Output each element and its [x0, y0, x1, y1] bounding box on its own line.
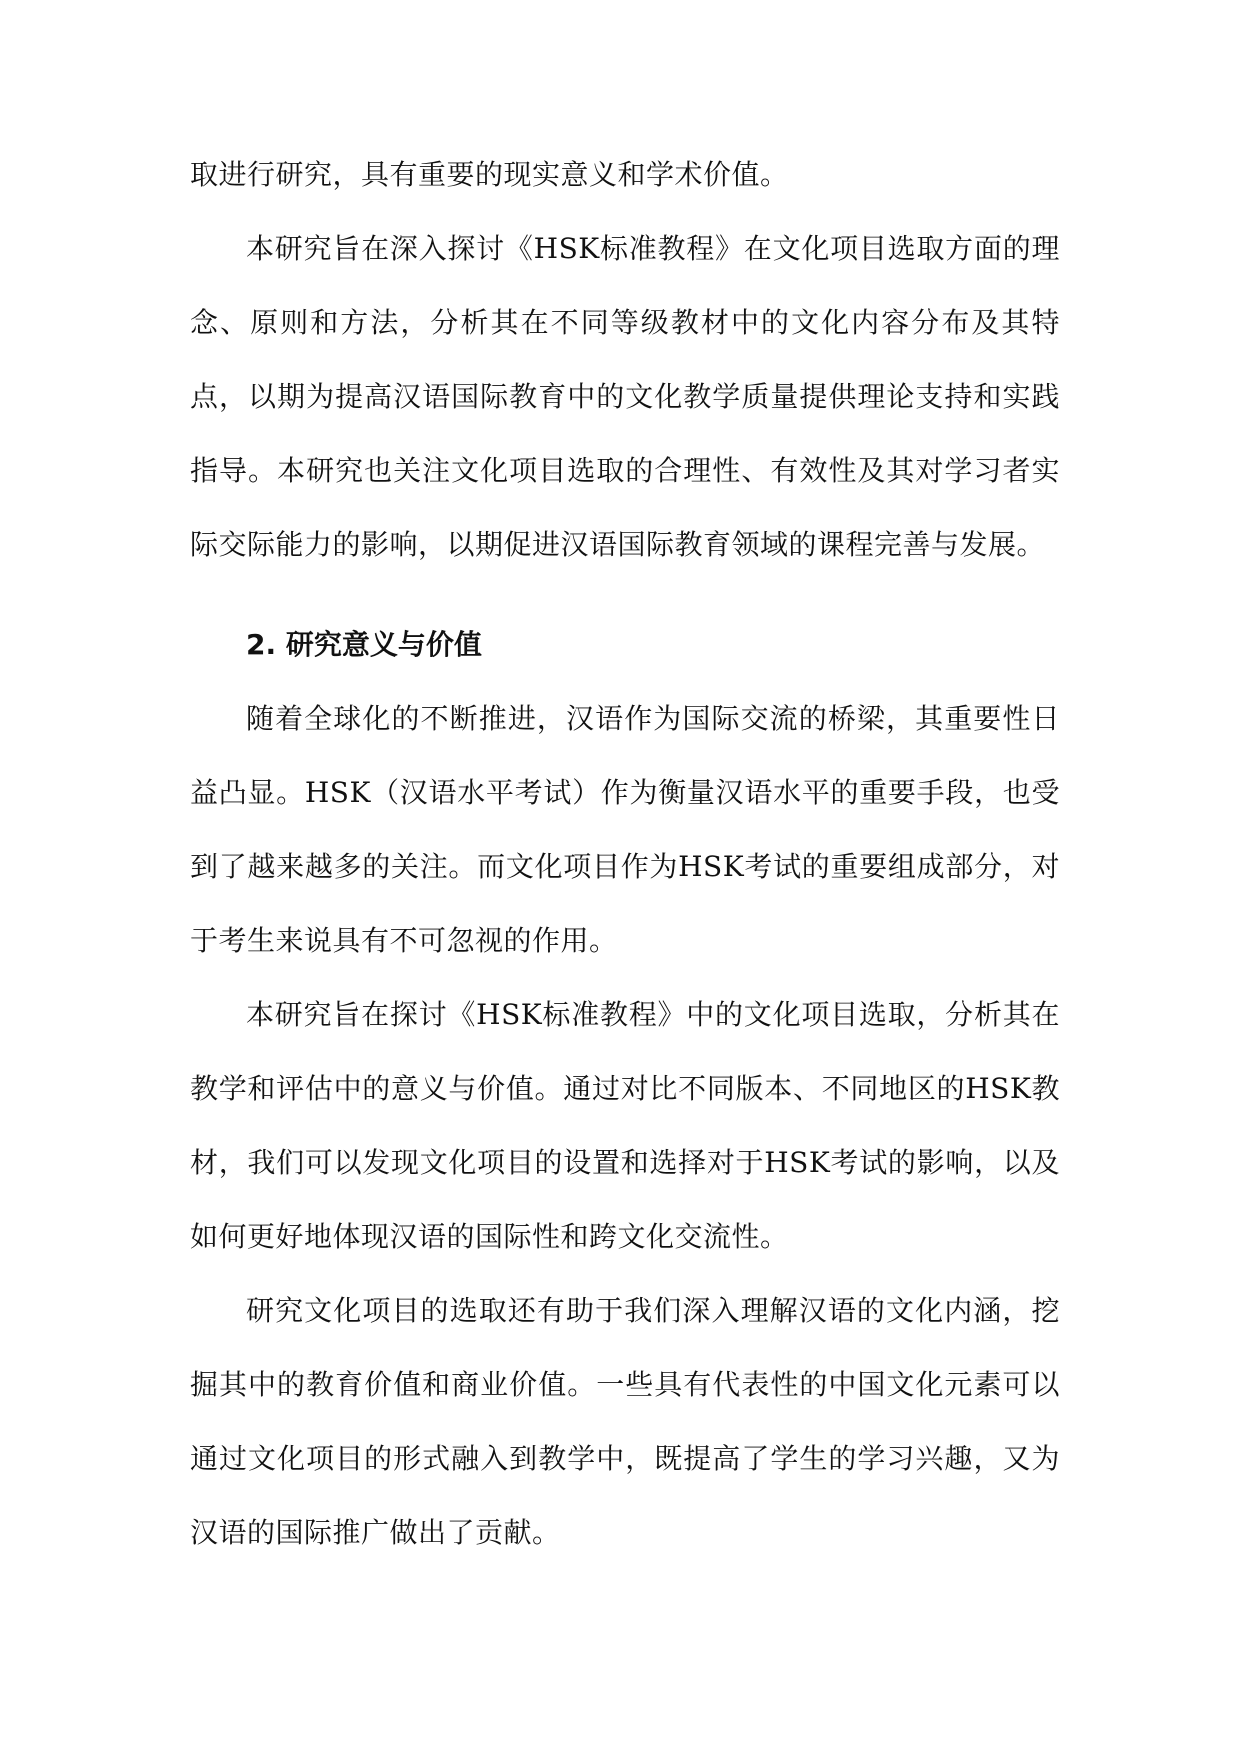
section-heading: 2. 研究意义与价值	[246, 628, 482, 661]
paragraph-globalization: 随着全球化的不断推进，汉语作为国际交流的桥梁，其重要性日益凸显。HSK（汉语水平考试）作为衡量汉语水平的重要手段，也受到了越来越多的关注。而文化项目作为HSK考试的重要组成部分，对于考生来说具有不可忽视的作用。	[190, 702, 1060, 957]
document-body	[190, 138, 1060, 1570]
paragraph-textbook-analysis: 本研究旨在探讨《HSK标准教程》中的文化项目选取，分析其在教学和评估中的意义与价值。通过对比不同版本、不同地区的HSK教材，我们可以发现文化项目的设置和选择对于HSK考试的影响，以及如何更好地体现汉语的国际性和跨文化交流性。	[190, 998, 1060, 1253]
paragraph-cultural-value: 研究文化项目的选取还有助于我们深入理解汉语的文化内涵，挖掘其中的教育价值和商业价值。一些具有代表性的中国文化元素可以通过文化项目的形式融入到教学中，既提高了学生的学习兴趣，又为汉语的国际推广做出了贡献。	[190, 1294, 1060, 1549]
paragraph-continuation: 取进行研究，具有重要的现实意义和学术价值。	[190, 158, 789, 191]
paragraph-research-aim: 本研究旨在深入探讨《HSK标准教程》在文化项目选取方面的理念、原则和方法，分析其在不同等级教材中的文化内容分布及其特点，以期为提高汉语国际教育中的文化教学质量提供理论支持和实践指导。本研究也关注文化项目选取的合理性、有效性及其对学习者实际交际能力的影响，以期促进汉语国际教育领域的课程完善与发展。	[190, 232, 1060, 561]
